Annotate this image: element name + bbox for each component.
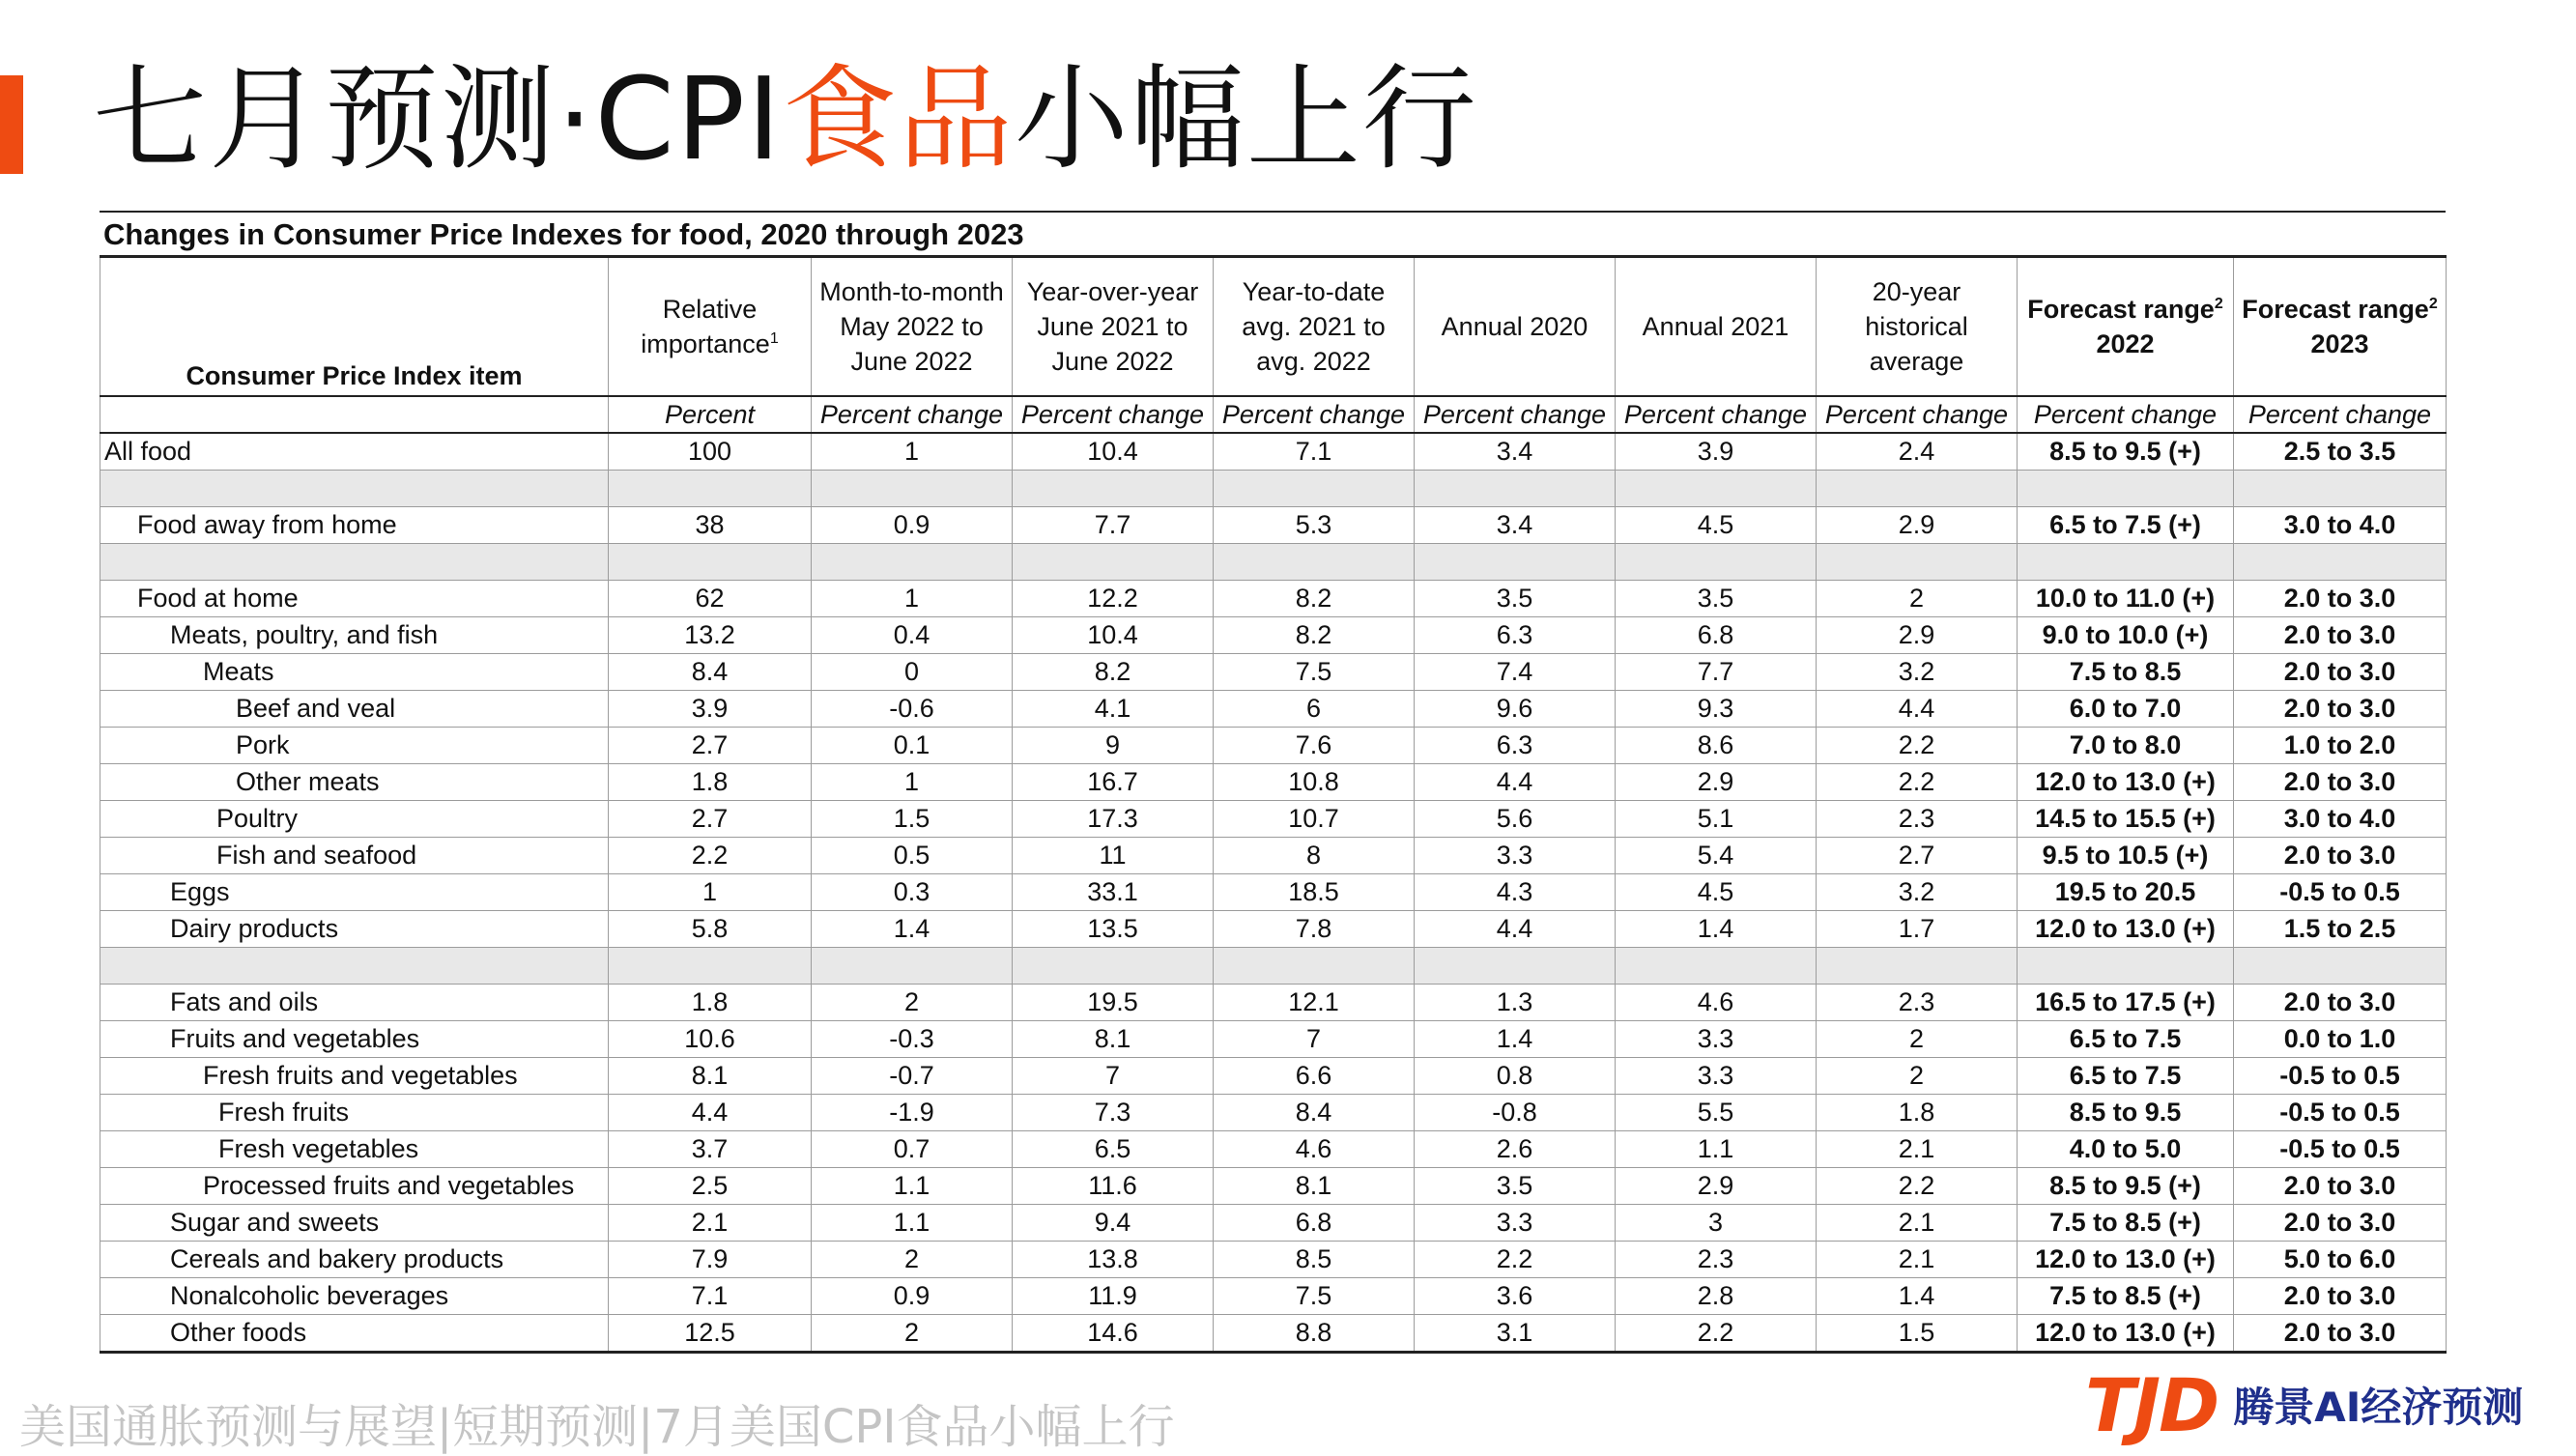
cell-yoy: 11.6 <box>1013 1168 1214 1205</box>
cell-mtm: 1.1 <box>812 1168 1013 1205</box>
cpi-food-table <box>100 255 2447 1354</box>
cell-ytd: 6 <box>1214 691 1415 728</box>
cell-f23: 2.0 to 3.0 <box>2234 1278 2447 1315</box>
cell-mtm: 2 <box>812 985 1013 1021</box>
cell-f22: 7.0 to 8.0 <box>2018 728 2234 764</box>
table-spacer-row <box>100 544 2447 581</box>
cell-f22: 8.5 to 9.5 (+) <box>2018 433 2234 471</box>
row-item: Pork <box>100 728 609 764</box>
table-row <box>100 1205 2447 1242</box>
row-item: Fats and oils <box>100 985 609 1021</box>
cell-f22: 6.5 to 7.5 (+) <box>2018 507 2234 544</box>
cell-rel: 2.5 <box>609 1168 812 1205</box>
table-spacer-row <box>100 471 2447 507</box>
footer-breadcrumb: 美国通胀预测与展望|短期预测|7月美国CPI食品小幅上行 <box>19 1400 1175 1454</box>
cell-mtm: -0.7 <box>812 1058 1013 1095</box>
cell-ytd: 8.4 <box>1214 1095 1415 1131</box>
cell-mtm: 0.5 <box>812 838 1013 874</box>
table-row <box>100 1131 2447 1168</box>
cell-yoy: 9 <box>1013 728 1214 764</box>
cell-a21: 5.5 <box>1616 1095 1817 1131</box>
cell-yoy: 9.4 <box>1013 1205 1214 1242</box>
cell-yoy: 16.7 <box>1013 764 1214 801</box>
unit-cell: Percent change <box>1013 396 1214 433</box>
header-relative-importance <box>609 257 812 397</box>
cell-a20: 1.4 <box>1415 1021 1616 1058</box>
cell-mtm: 1.1 <box>812 1205 1013 1242</box>
unit-cell: Percent change <box>1415 396 1616 433</box>
table-header-row <box>100 257 2447 397</box>
cell-hist: 2.7 <box>1817 838 2018 874</box>
cell-a21: 9.3 <box>1616 691 1817 728</box>
cell-hist: 2.9 <box>1817 617 2018 654</box>
cell-ytd: 7 <box>1214 1021 1415 1058</box>
cell-f22: 19.5 to 20.5 <box>2018 874 2234 911</box>
header-forecast-2022 <box>2018 257 2234 397</box>
cell-rel: 7.1 <box>609 1278 812 1315</box>
cell-hist: 3.2 <box>1817 874 2018 911</box>
cell-f23: 2.0 to 3.0 <box>2234 764 2447 801</box>
row-item: Dairy products <box>100 911 609 948</box>
cell-a20: 3.6 <box>1415 1278 1616 1315</box>
cell-a20: -0.8 <box>1415 1095 1616 1131</box>
cell-rel: 2.7 <box>609 728 812 764</box>
cell-rel: 38 <box>609 507 812 544</box>
cell-f22: 9.5 to 10.5 (+) <box>2018 838 2234 874</box>
cell-a21: 1.4 <box>1616 911 1817 948</box>
cell-a21: 4.5 <box>1616 507 1817 544</box>
cell-ytd: 7.5 <box>1214 654 1415 691</box>
table-row <box>100 838 2447 874</box>
cell-hist: 2.9 <box>1817 507 2018 544</box>
cell-hist: 1.7 <box>1817 911 2018 948</box>
cell-f23: 2.0 to 3.0 <box>2234 1205 2447 1242</box>
cell-yoy: 13.5 <box>1013 911 1214 948</box>
cell-f23: 2.0 to 3.0 <box>2234 691 2447 728</box>
cell-a20: 3.5 <box>1415 581 1616 617</box>
header-month-to-month: Month-to-month May 2022 to June 2022 <box>812 257 1013 397</box>
cell-hist: 2.2 <box>1817 1168 2018 1205</box>
unit-cell: Percent change <box>1817 396 2018 433</box>
cell-ytd: 7.6 <box>1214 728 1415 764</box>
cell-ytd: 8.2 <box>1214 617 1415 654</box>
unit-cell: Percent change <box>2234 396 2447 433</box>
unit-cell: Percent change <box>1616 396 1817 433</box>
cell-f22: 4.0 to 5.0 <box>2018 1131 2234 1168</box>
cell-hist: 2 <box>1817 581 2018 617</box>
cell-yoy: 19.5 <box>1013 985 1214 1021</box>
cell-ytd: 4.6 <box>1214 1131 1415 1168</box>
cell-f23: 1.5 to 2.5 <box>2234 911 2447 948</box>
table-row <box>100 1278 2447 1315</box>
title-suffix: 小幅上行 <box>1014 52 1478 186</box>
cpi-food-table-container <box>100 211 2446 1354</box>
header-forecast-2023 <box>2234 257 2447 397</box>
cell-f23: 3.0 to 4.0 <box>2234 507 2447 544</box>
cell-f22: 12.0 to 13.0 (+) <box>2018 1242 2234 1278</box>
row-item: Meats <box>100 654 609 691</box>
cell-hist: 1.4 <box>1817 1278 2018 1315</box>
cell-mtm: 0.9 <box>812 507 1013 544</box>
cell-mtm: 1.5 <box>812 801 1013 838</box>
cell-f23: 0.0 to 1.0 <box>2234 1021 2447 1058</box>
cell-a21: 2.9 <box>1616 764 1817 801</box>
cell-hist: 2 <box>1817 1058 2018 1095</box>
cell-a20: 6.3 <box>1415 617 1616 654</box>
cell-f23: 2.5 to 3.5 <box>2234 433 2447 471</box>
cell-yoy: 33.1 <box>1013 874 1214 911</box>
cell-rel: 8.1 <box>609 1058 812 1095</box>
table-row <box>100 728 2447 764</box>
cell-mtm: 0.9 <box>812 1278 1013 1315</box>
cell-yoy: 7 <box>1013 1058 1214 1095</box>
title-highlight: 食品 <box>782 52 1015 186</box>
cell-a20: 2.2 <box>1415 1242 1616 1278</box>
row-item: Fruits and vegetables <box>100 1021 609 1058</box>
cell-f22: 12.0 to 13.0 (+) <box>2018 764 2234 801</box>
row-item: Cereals and bakery products <box>100 1242 609 1278</box>
cell-f22: 12.0 to 13.0 (+) <box>2018 1315 2234 1353</box>
cell-a20: 3.3 <box>1415 1205 1616 1242</box>
cell-yoy: 13.8 <box>1013 1242 1214 1278</box>
cell-rel: 10.6 <box>609 1021 812 1058</box>
cell-ytd: 8.8 <box>1214 1315 1415 1353</box>
cell-hist: 4.4 <box>1817 691 2018 728</box>
cell-rel: 7.9 <box>609 1242 812 1278</box>
cell-mtm: 1.4 <box>812 911 1013 948</box>
cell-f22: 7.5 to 8.5 (+) <box>2018 1278 2234 1315</box>
cell-a20: 9.6 <box>1415 691 1616 728</box>
unit-cell-empty <box>100 396 609 433</box>
cell-a21: 3.9 <box>1616 433 1817 471</box>
cell-f23: 5.0 to 6.0 <box>2234 1242 2447 1278</box>
cell-f22: 12.0 to 13.0 (+) <box>2018 911 2234 948</box>
cell-rel: 2.7 <box>609 801 812 838</box>
cell-f23: -0.5 to 0.5 <box>2234 1131 2447 1168</box>
unit-cell: Percent <box>609 396 812 433</box>
cell-a20: 3.5 <box>1415 1168 1616 1205</box>
cell-f23: 2.0 to 3.0 <box>2234 581 2447 617</box>
header-f22-label: Forecast range <box>2027 295 2215 324</box>
row-item: All food <box>100 433 609 471</box>
row-item: Fresh fruits <box>100 1095 609 1131</box>
table-caption: Changes in Consumer Price Indexes for food, 2020 through 2023 <box>103 217 1024 251</box>
cell-a21: 3 <box>1616 1205 1817 1242</box>
cell-a20: 4.4 <box>1415 911 1616 948</box>
cell-a20: 3.1 <box>1415 1315 1616 1353</box>
header-historical-average: 20-year historical average <box>1817 257 2018 397</box>
cell-ytd: 7.1 <box>1214 433 1415 471</box>
cell-rel: 1 <box>609 874 812 911</box>
cell-rel: 1.8 <box>609 764 812 801</box>
row-item: Fresh fruits and vegetables <box>100 1058 609 1095</box>
cell-rel: 13.2 <box>609 617 812 654</box>
row-item: Poultry <box>100 801 609 838</box>
cell-mtm: 0.7 <box>812 1131 1013 1168</box>
header-annual-2020: Annual 2020 <box>1415 257 1616 397</box>
cell-a20: 4.3 <box>1415 874 1616 911</box>
cell-ytd: 6.8 <box>1214 1205 1415 1242</box>
cell-ytd: 12.1 <box>1214 985 1415 1021</box>
header-year-over-year: Year-over-year June 2021 to June 2022 <box>1013 257 1214 397</box>
table-row <box>100 654 2447 691</box>
cell-mtm: 0.4 <box>812 617 1013 654</box>
cell-yoy: 10.4 <box>1013 617 1214 654</box>
cell-yoy: 8.1 <box>1013 1021 1214 1058</box>
cell-f22: 6.5 to 7.5 <box>2018 1058 2234 1095</box>
cell-f23: 2.0 to 3.0 <box>2234 1168 2447 1205</box>
header-f23-label: Forecast range <box>2242 295 2429 324</box>
cell-yoy: 7.7 <box>1013 507 1214 544</box>
cell-rel: 3.7 <box>609 1131 812 1168</box>
table-row <box>100 507 2447 544</box>
header-f23-year: 2023 <box>2310 329 2369 358</box>
table-row <box>100 801 2447 838</box>
cell-ytd: 5.3 <box>1214 507 1415 544</box>
cell-hist: 2.4 <box>1817 433 2018 471</box>
cell-yoy: 4.1 <box>1013 691 1214 728</box>
brand-logo <box>2085 1361 2524 1448</box>
table-row <box>100 433 2447 471</box>
header-year-to-date: Year-to-date avg. 2021 to avg. 2022 <box>1214 257 1415 397</box>
table-units-row <box>100 396 2447 433</box>
cell-rel: 4.4 <box>609 1095 812 1131</box>
cell-a21: 4.6 <box>1616 985 1817 1021</box>
header-f22-year: 2022 <box>2096 329 2155 358</box>
cell-a21: 2.9 <box>1616 1168 1817 1205</box>
cell-f23: 2.0 to 3.0 <box>2234 838 2447 874</box>
cell-f23: 2.0 to 3.0 <box>2234 617 2447 654</box>
cell-f22: 10.0 to 11.0 (+) <box>2018 581 2234 617</box>
table-row <box>100 1168 2447 1205</box>
cell-rel: 100 <box>609 433 812 471</box>
cell-ytd: 8.2 <box>1214 581 1415 617</box>
table-row <box>100 764 2447 801</box>
cell-rel: 1.8 <box>609 985 812 1021</box>
cell-mtm: 1 <box>812 581 1013 617</box>
cell-f22: 8.5 to 9.5 <box>2018 1095 2234 1131</box>
cell-hist: 2.3 <box>1817 801 2018 838</box>
table-row <box>100 1021 2447 1058</box>
cell-a21: 8.6 <box>1616 728 1817 764</box>
slide-title <box>93 46 1478 191</box>
unit-cell: Percent change <box>812 396 1013 433</box>
row-item: Nonalcoholic beverages <box>100 1278 609 1315</box>
cell-a21: 3.3 <box>1616 1021 1817 1058</box>
row-item: Sugar and sweets <box>100 1205 609 1242</box>
cell-yoy: 17.3 <box>1013 801 1214 838</box>
cell-rel: 8.4 <box>609 654 812 691</box>
cell-mtm: 2 <box>812 1315 1013 1353</box>
row-item: Fish and seafood <box>100 838 609 874</box>
cell-a20: 2.6 <box>1415 1131 1616 1168</box>
cell-hist: 1.5 <box>1817 1315 2018 1353</box>
cell-rel: 5.8 <box>609 911 812 948</box>
cell-mtm: 0 <box>812 654 1013 691</box>
cell-a20: 6.3 <box>1415 728 1616 764</box>
cell-hist: 2.1 <box>1817 1205 2018 1242</box>
cell-f23: -0.5 to 0.5 <box>2234 1058 2447 1095</box>
table-row <box>100 581 2447 617</box>
cell-ytd: 6.6 <box>1214 1058 1415 1095</box>
cell-mtm: -0.3 <box>812 1021 1013 1058</box>
table-row <box>100 985 2447 1021</box>
cell-f22: 16.5 to 17.5 (+) <box>2018 985 2234 1021</box>
cell-f22: 14.5 to 15.5 (+) <box>2018 801 2234 838</box>
cell-rel: 2.2 <box>609 838 812 874</box>
row-item: Other meats <box>100 764 609 801</box>
cell-yoy: 14.6 <box>1013 1315 1214 1353</box>
cell-a21: 2.3 <box>1616 1242 1817 1278</box>
cell-a21: 2.2 <box>1616 1315 1817 1353</box>
cell-hist: 2.1 <box>1817 1242 2018 1278</box>
cell-mtm: -0.6 <box>812 691 1013 728</box>
cell-a20: 3.4 <box>1415 433 1616 471</box>
cell-a21: 7.7 <box>1616 654 1817 691</box>
footnote-2: 2 <box>2214 296 2223 312</box>
cell-f23: 2.0 to 3.0 <box>2234 654 2447 691</box>
row-item: Food away from home <box>100 507 609 544</box>
cell-a20: 7.4 <box>1415 654 1616 691</box>
cell-a20: 3.3 <box>1415 838 1616 874</box>
cell-mtm: 2 <box>812 1242 1013 1278</box>
cell-rel: 62 <box>609 581 812 617</box>
cell-hist: 2.2 <box>1817 728 2018 764</box>
cell-ytd: 8.5 <box>1214 1242 1415 1278</box>
header-item: Consumer Price Index item <box>100 257 609 397</box>
cell-a21: 1.1 <box>1616 1131 1817 1168</box>
cell-f22: 6.0 to 7.0 <box>2018 691 2234 728</box>
cell-a20: 1.3 <box>1415 985 1616 1021</box>
table-row <box>100 617 2447 654</box>
cell-ytd: 8 <box>1214 838 1415 874</box>
cell-ytd: 7.8 <box>1214 911 1415 948</box>
unit-cell: Percent change <box>2018 396 2234 433</box>
cell-rel: 2.1 <box>609 1205 812 1242</box>
table-spacer-row <box>100 948 2447 985</box>
cell-f23: 2.0 to 3.0 <box>2234 1315 2447 1353</box>
cell-a21: 3.3 <box>1616 1058 1817 1095</box>
logo-text: 腾景AI经济预测 <box>2233 1384 2524 1431</box>
cell-f22: 9.0 to 10.0 (+) <box>2018 617 2234 654</box>
cell-mtm: 0.3 <box>812 874 1013 911</box>
header-annual-2021: Annual 2021 <box>1616 257 1817 397</box>
table-row <box>100 1095 2447 1131</box>
cell-yoy: 11.9 <box>1013 1278 1214 1315</box>
title-accent-bar <box>0 75 23 174</box>
row-item: Food at home <box>100 581 609 617</box>
row-item: Eggs <box>100 874 609 911</box>
cell-a20: 0.8 <box>1415 1058 1616 1095</box>
cell-yoy: 7.3 <box>1013 1095 1214 1131</box>
cell-f22: 7.5 to 8.5 (+) <box>2018 1205 2234 1242</box>
cell-mtm: 1 <box>812 764 1013 801</box>
cell-hist: 2.1 <box>1817 1131 2018 1168</box>
cell-a21: 3.5 <box>1616 581 1817 617</box>
table-row <box>100 1315 2447 1353</box>
cell-mtm: 1 <box>812 433 1013 471</box>
cell-a20: 3.4 <box>1415 507 1616 544</box>
unit-cell: Percent change <box>1214 396 1415 433</box>
cell-a20: 5.6 <box>1415 801 1616 838</box>
cell-f23: -0.5 to 0.5 <box>2234 1095 2447 1131</box>
table-row <box>100 1242 2447 1278</box>
cell-f23: 2.0 to 3.0 <box>2234 985 2447 1021</box>
cell-hist: 2 <box>1817 1021 2018 1058</box>
cell-rel: 3.9 <box>609 691 812 728</box>
table-row <box>100 874 2447 911</box>
cell-yoy: 8.2 <box>1013 654 1214 691</box>
title-prefix: 七月预测·CPI <box>93 52 783 186</box>
row-item: Beef and veal <box>100 691 609 728</box>
cell-a21: 6.8 <box>1616 617 1817 654</box>
cell-hist: 3.2 <box>1817 654 2018 691</box>
cell-yoy: 12.2 <box>1013 581 1214 617</box>
header-rel-label: Relative importance <box>641 295 770 358</box>
cell-mtm: -1.9 <box>812 1095 1013 1131</box>
logo-mark: TJD <box>2085 1361 2218 1448</box>
cell-yoy: 10.4 <box>1013 433 1214 471</box>
cell-f23: 1.0 to 2.0 <box>2234 728 2447 764</box>
cell-f23: -0.5 to 0.5 <box>2234 874 2447 911</box>
cell-a21: 5.4 <box>1616 838 1817 874</box>
cell-mtm: 0.1 <box>812 728 1013 764</box>
cell-yoy: 11 <box>1013 838 1214 874</box>
cell-yoy: 6.5 <box>1013 1131 1214 1168</box>
cell-f22: 7.5 to 8.5 <box>2018 654 2234 691</box>
cell-a20: 4.4 <box>1415 764 1616 801</box>
cell-ytd: 10.7 <box>1214 801 1415 838</box>
cell-f22: 6.5 to 7.5 <box>2018 1021 2234 1058</box>
footnote-2: 2 <box>2428 296 2438 312</box>
cell-ytd: 10.8 <box>1214 764 1415 801</box>
cell-ytd: 7.5 <box>1214 1278 1415 1315</box>
cell-ytd: 18.5 <box>1214 874 1415 911</box>
row-item: Meats, poultry, and fish <box>100 617 609 654</box>
cell-a21: 4.5 <box>1616 874 1817 911</box>
cell-hist: 2.3 <box>1817 985 2018 1021</box>
row-item: Processed fruits and vegetables <box>100 1168 609 1205</box>
cell-ytd: 8.1 <box>1214 1168 1415 1205</box>
row-item: Fresh vegetables <box>100 1131 609 1168</box>
table-row <box>100 911 2447 948</box>
footnote-1: 1 <box>769 330 779 347</box>
cell-f23: 3.0 to 4.0 <box>2234 801 2447 838</box>
row-item: Other foods <box>100 1315 609 1353</box>
cell-a21: 2.8 <box>1616 1278 1817 1315</box>
cell-rel: 12.5 <box>609 1315 812 1353</box>
cell-hist: 2.2 <box>1817 764 2018 801</box>
cell-f22: 8.5 to 9.5 (+) <box>2018 1168 2234 1205</box>
table-row <box>100 1058 2447 1095</box>
cell-hist: 1.8 <box>1817 1095 2018 1131</box>
cell-a21: 5.1 <box>1616 801 1817 838</box>
table-row <box>100 691 2447 728</box>
